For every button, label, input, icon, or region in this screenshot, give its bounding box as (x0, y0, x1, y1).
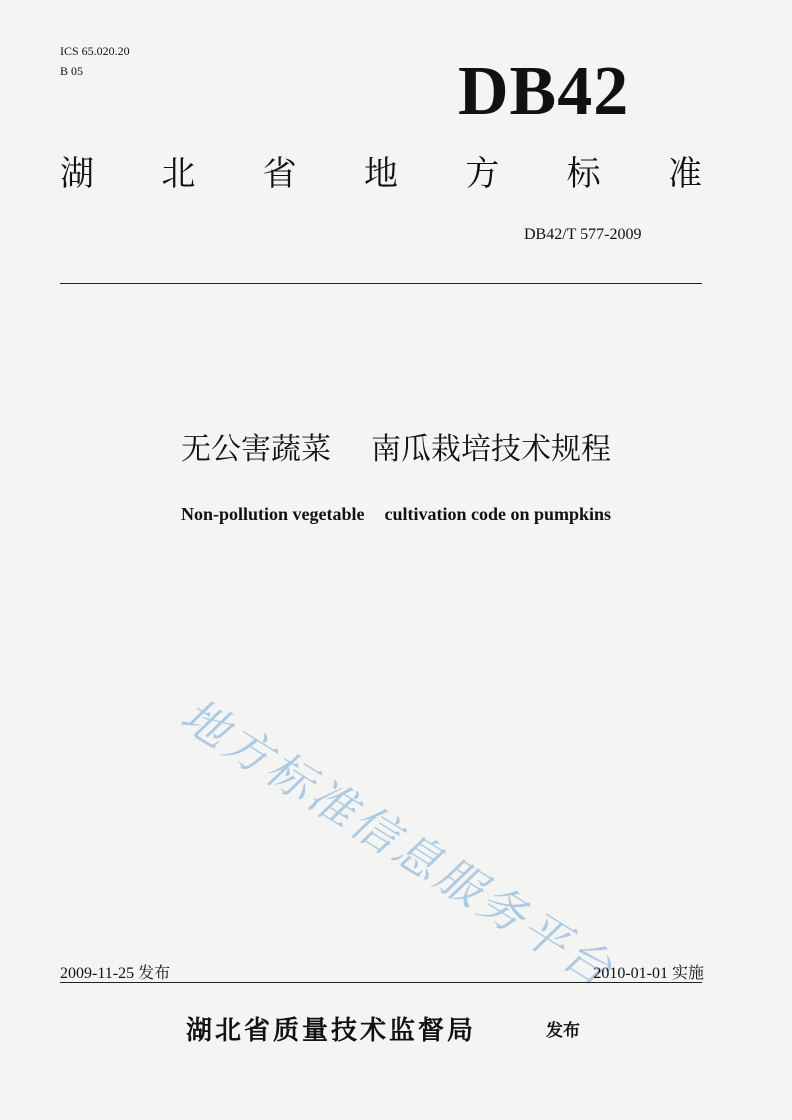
ics-code: ICS 65.020.20 (60, 44, 130, 58)
standard-type-char: 标 (566, 154, 601, 194)
standard-number: DB42/T 577-2009 (524, 226, 642, 243)
issuer-action: 发布 (546, 1021, 580, 1041)
bottom-divider (60, 982, 702, 983)
title-english (0, 502, 792, 526)
standard-type-char: 湖 (60, 154, 94, 194)
title-english-part2: cultivation code on pumpkins (384, 504, 612, 524)
standard-type-char: 北 (161, 154, 196, 194)
standard-type-char: 方 (465, 154, 500, 194)
title-english-part1: Non-pollution vegetable (180, 504, 365, 524)
ccs-code: B 05 (60, 64, 84, 78)
title-chinese-part1: 无公害蔬菜 (181, 432, 331, 467)
standard-type-char: 地 (363, 154, 398, 194)
title-chinese-part2: 南瓜栽培技术规程 (371, 432, 611, 467)
title-chinese (0, 428, 792, 472)
implementation-date: 2010-01-01 实施 (593, 965, 704, 982)
standard-type-char: 省 (262, 154, 297, 194)
standard-type-char: 准 (667, 154, 702, 194)
top-divider (60, 283, 702, 284)
standard-type-heading (60, 150, 702, 198)
db-mark: DB42 (458, 53, 630, 130)
issue-date: 2009-11-25 发布 (60, 965, 171, 982)
issuing-authority: 湖北省质量技术监督局 (186, 1016, 477, 1046)
watermark: 地方标准信息服务平台 (171, 687, 625, 999)
